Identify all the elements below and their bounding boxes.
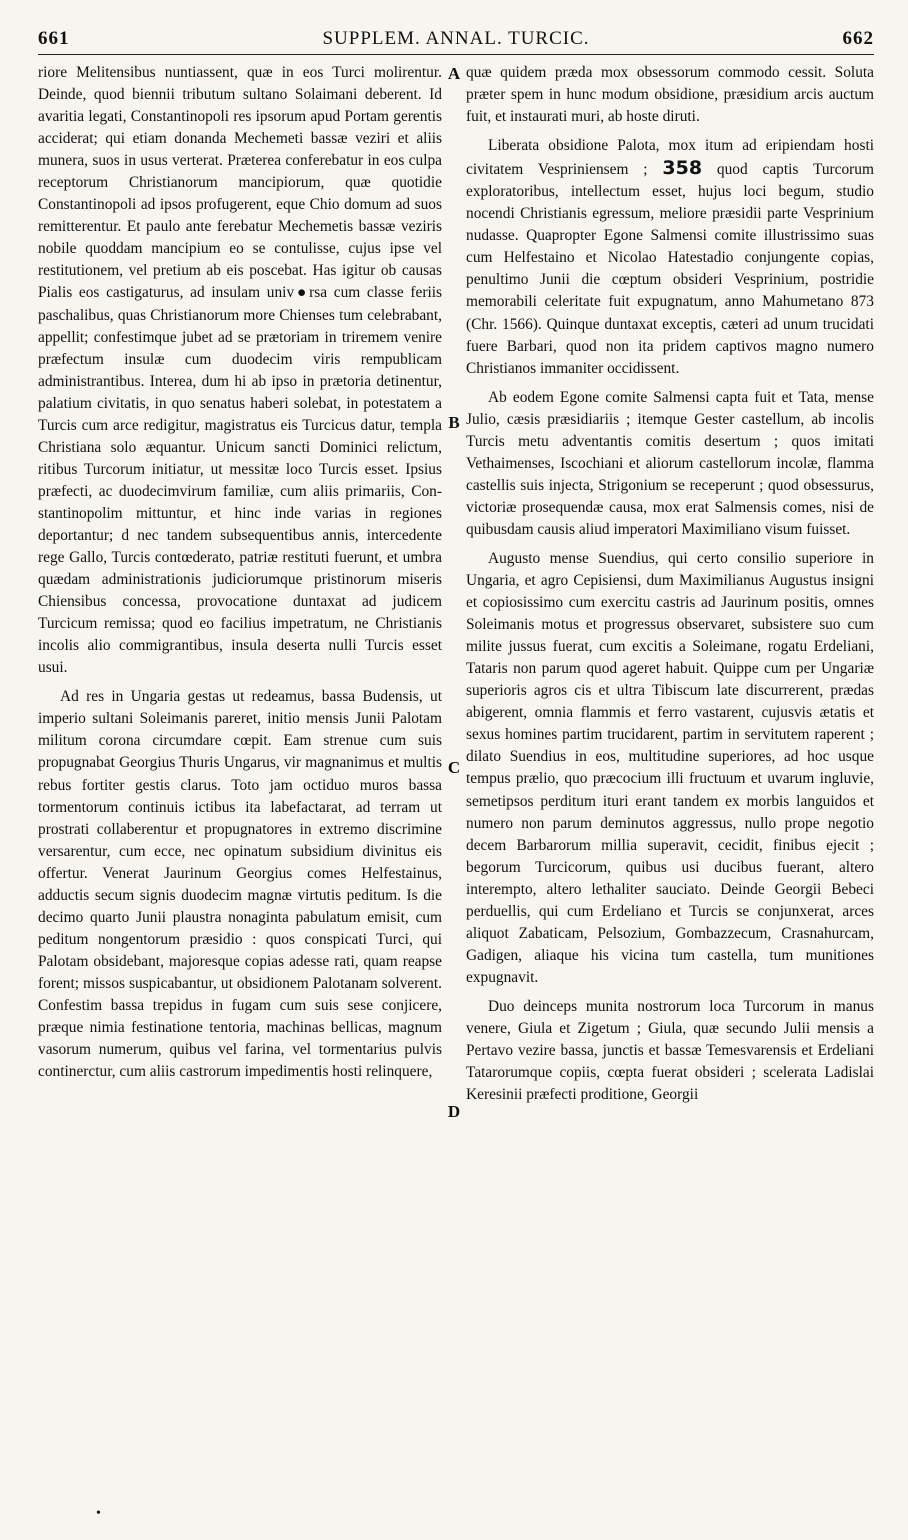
page-number-right: 662 — [842, 28, 874, 49]
reference-number: 358 — [662, 157, 703, 180]
margin-letter-d: D — [447, 1102, 461, 1121]
running-header — [38, 28, 874, 55]
right-paragraph-5: Duo deinceps munita nostrorum loca Turcorum in manus venere, Giula et Zigetum ; Giula, quæ secundo Julii mensis a Pertavo vezire bassa, junctis et bassæ Temesvarensis et Erdeliani Tatarorumque copiis, cœpta fuerat obsideri ; scelerata Ladislai Keresinii præfecti proditione, Georgii — [466, 997, 874, 1104]
right-paragraph-2 — [466, 135, 874, 380]
page-number-left: 661 — [38, 28, 70, 49]
right-column — [466, 62, 874, 1502]
left-paragraph-2: Ad res in Ungaria gestas ut redeamus, bassa Budensis, ut imperio sultani Soleimanis pareret, initio mensis Junii Palotam militum corona circumdare cœpit. Eam strenue cum suis propugnabat Georgius Thuris Ungarus, vir magnanimus et multis rebus fortiter gestis clarus. Toto jam octiduo muros bassa tormentorum continuis ictibus ita labefactarat, ad terram ut prostrati collaberentur et propugnatores in extremo discrimine versarentur, cum ecce, nec opinatum subsidium divinitus eis offertur. Venerat Jaurinum Georgius comes Helfestainus, adductis secum signis duodecim magnæ virtutis peditum. Is die decimo quarto Junii plaustra nonaginta pabulatum emisit, cum peditum nongentorum præsidio : quos conspicati Turci, qui Palotam obsidebant, majoresque copias adesse rati, quam reapse forent; missos suspicabantur, ut obsidionem Palotanam solverent. Confestim bassa trepidus in fugam cum suis sese conjicere, præque nimia festinatione tentoria, machinas bellicas, magnum vasorum numerum, quibus vel farina, vel tormentarius pulvis continerctur, cum aliis castrorum impedimentis hosti relinquere, — [38, 688, 442, 1081]
running-title: SUPPLEM. ANNAL. TURCIC. — [322, 28, 590, 49]
margin-letter-b: B — [448, 413, 460, 432]
left-paragraph-1: riore Melitensibus nuntiassent, quæ in eos Turci molirentur. Deinde, quod biennii tributum sultano Solaimani deberent. Id avaritia legati, Constantinopoli res ipsorum apud Portam gerentis acciderat; qui etiam donanda Mechemeti bassæ veziri et aliis munera, suos in usus verterat. Præterea conferebatur in eos culpa receptorum Christianorum mancipiorum, quæ quotidie Constantinopoli ad ipsos profugerent, eque Chio domum ad suos remitterentur. Et paulo ante ferebatur Mechemetis bassæ veziris nobile quoddam mancipium eo se contulisse, cujus ipse vel restitutionem, vel pretium ab eis poscebat. Has igitur ob causas Pialis eos castigaturus, ad insulam univ●rsa cum classe feriis paschalibus, quas Christianorum more Chienses tum celebrabant, appellit; confestimque jubet ad se prætoriam in triremem venire præfectum insulæ cum duodecim viris rempublicam administrantibus. Interea, dum hi ab ipso in prætoria detinentur, palatium civitatis, in quo senatus haberi solebat, in potestatem a Turcis cum arce redigitur, magistratus eis Turcicus datur, templa Christiana solo æquantur. Unicum sancti Dominici relictum, ritibus Turcorum initiatur, ut messitæ loco Turcis esset. Ipsius præfecti, ac duodecimvirum familiæ, cum aliis primariis, Constantinopolim mittuntur, et hinc inde varias in regiones deportantur; d nec tandem subsequentibus annis, intercedente rege Gallo, Turcis contœderato, patriæ restituti fuerunt, et umbra quædam administrationis judiciorumque pristinorum miseris Chiensibus concessa, provocatione duntaxat ad judicem Turcicum remissa; quod eo facilius impetratum, ne Christianis incolis alio commigrantibus, insula deserta nulli Turcis esset usui. — [38, 64, 442, 677]
footer-mark: • — [96, 1506, 101, 1521]
margin-letter-c: C — [447, 758, 461, 777]
right-paragraph-4: Augusto mense Suendius, qui certo consilio superiore in Ungaria, et agro Cepisiensi, dum Maximilianus Augustus insigni et copiosissimo cum exercitu castris ad Jaurinum positis, omnes Soleimanis motus et progressus observaret, subsistere suo cum milite jussus fuerat, cum excitis a Soleimane, rogatu Erdeliani, Tataris non parum quod ageret habuit. Quippe cum per Ungariæ superioris agros cis et ultra Tibiscum late discurrerent, prædas abigerent, omnia flammis et ferro vastarent, cujusvis ætatis et sexus homines partim trucidarent, partim in servitutem raperent ; dilato Suendius in eos, multitudine superiores, ad hoc usque tempus prælio, quo præcocium illi fructuum et uvarum ingluvie, semetipsos perditum ituri erant tandem ex morbis languidos et numero non parum deminutos aggressus, nullo prope negotio decem Barbarorum millia superavit, cecidit, finibus ejecit ; begorum Turcicorum, quibus usi ducibus fuerant, altero interempto, altero lethaliter sauciato. Deinde Georgii Bebeci perduellis, qui cum Erdeliano et Turcis se conjunxerat, arces aliquot Zabaticam, Pelsozium, Gombazzecum, Crasnahurcam, Gadigen, aliaque his vicina tum castella, tum munitiones expugnavit. — [466, 549, 874, 986]
right-paragraph-1: quæ quidem præda mox obsessorum commodo cessit. Soluta præter spem in hunc modum obsidione, præsidium arcis auctum fuit, et instaurati muri, ab hoste diruti. — [466, 64, 874, 126]
right-paragraph-2-end: quod captis Turcorum exploratoribus, intellectum esset, hujus loci begum, studio nocendi Christianis egressum, meliore præsidii parte Vesprinium nudasse. Quapropter Egone Salmensi comite illustrissimo suas cum Helfestaino et Nicolao Hatestadio conjungente copias, penultimo Junii die cœptum obsideri Vesprinium, postridie memorabili celeritate fuit expugnatum, anno Mahumetano 873 (Chr. 1566). Quinque duntaxat exceptis, cæteri ad unum trucidati fuere Barbari, quod non ita pridem captivos magno numero Christianos immaniter occidissent. — [466, 161, 874, 377]
left-column — [38, 62, 442, 1502]
margin-letter-a: A — [447, 64, 461, 83]
right-paragraph-2-start: Liberata obsidione Palota, mox itum ad eripiendam hosti civitatem Vespriniensem ; — [466, 137, 874, 179]
right-paragraph-3: Ab eodem Egone comite Salmensi capta fuit et Tata, mense Julio, cæsis præsidiariis ; itemque Gester castellum, ab incolis Turcis metu adventantis comitis desertum ; quos imitati Vethaimenses, Iscochiani et aliorum castellorum incolæ, flamma castellis suis injecta, Strigonium se receperunt ; quod obsessurus, victoriæ prosequendæ causa, mox erat Salmensis comes, nisi de quibusdam causis aliud imperatori Maximiliano visum fuisset. — [466, 388, 874, 538]
